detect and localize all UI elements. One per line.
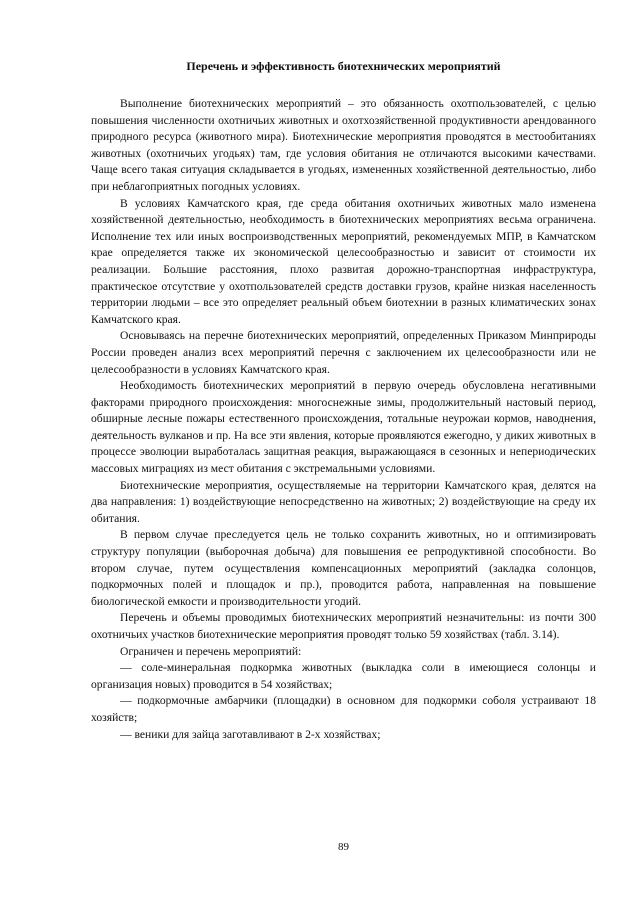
page-title: Перечень и эффективность биотехнических мероприятий: [186, 59, 501, 73]
paragraph-2: В условиях Камчатского края, где среда обитания охотничьих животных мало изменена хозяйственной деятельностью, необходимость в биотехнических мероприятиях весьма ограничена. Исполнение тех или иных воспроизводственных мероприятий, рекомендуемых МПР, в Камчатском крае определяется также их экономической целесообразностью и зависит от стоимости их реализации. Большие расстояния, плохо развитая дорожно-транспортная инфраструктура, практическое отсутствие у охотпользователей средств доставки грузов, крайне низкая населенность территории людьми – все это определяет реальный объем биотехнии в разных климатических зонах Камчатского края.: [91, 196, 596, 326]
paragraph-1: Выполнение биотехнических мероприятий – это обязанность охотпользователей, с целью повышения численности охотничьих животных и охотхозяйственной продуктивности арендованного природного ресурса (животного мира). Биотехнические мероприятия проводятся в местообитаниях животных (охотничьих угодьях) там, где условия обитания не отличаются высокими качествами. Чаще всего такая ситуация складывается в угодьях, измененных хозяйственной деятельностью, либо при неблагоприятных погодных условиях.: [91, 97, 596, 193]
list-item-hare-brooms: — веники для зайца заготавливают в 2-х хозяйствах;: [120, 727, 381, 741]
paragraph-6: В первом случае преследуется цель не только сохранить животных, но и оптимизировать структуру популяции (выборочная добыча) для повышения ее репродуктивной способности. Во втором случае, путем осуществления компенсационных мероприятий (закладка солонцов, подкормочных полей и площадок и пр.), проводится работа, направленная на повышение биологической емкости и производительности угодий.: [91, 528, 596, 608]
paragraph-4: Необходимость биотехнических мероприятий в первую очередь обусловлена негативными факторами природного происхождения: многоснежные зимы, продолжительный настовый период, обширные лесные пожары естественного происхождения, тотальные неурожаи кормов, наводнения, деятельность вулканов и пр. На все эти явления, которые проявляются ежегодно, у диких животных в процессе эволюции выработалась защитная реакция, выражающаяся в сезонных и непериодических массовых миграциях из мест обитания с экстремальными условиями.: [91, 379, 596, 476]
paragraph-8: Ограничен и перечень мероприятий:: [120, 644, 302, 658]
list-item-salt-feeding: — соле-минеральная подкормка животных (выкладка соли в имеющиеся солонцы и организация новых) проводится в 54 хозяйствах;: [91, 661, 596, 691]
paragraph-7: Перечень и объемы проводимых биотехнических мероприятий незначительны: из почти 300 охотничьих участков биотехнические мероприятия проводят только 59 хозяйствах (табл. 3.14).: [91, 611, 596, 641]
list-item-feeding-sheds: — подкормочные амбарчики (площадки) в основном для подкормки соболя устраивают 18 хозяйств;: [91, 694, 596, 724]
paragraph-5: Биотехнические мероприятия, осуществляемые на территории Камчатского края, делятся на два направления: 1) воздействующие непосредственно на животных; 2) воздействующие на среду их обитания.: [91, 478, 596, 525]
document-body: [91, 96, 596, 743]
page-number: 89: [338, 841, 349, 853]
paragraph-3: Основываясь на перечне биотехнических мероприятий, определенных Приказом Минприроды России проведен анализ всех мероприятий перечня с заключением их целесообразности или не целесообразности в условиях Камчатского края.: [91, 329, 596, 376]
document-page: [91, 58, 596, 878]
